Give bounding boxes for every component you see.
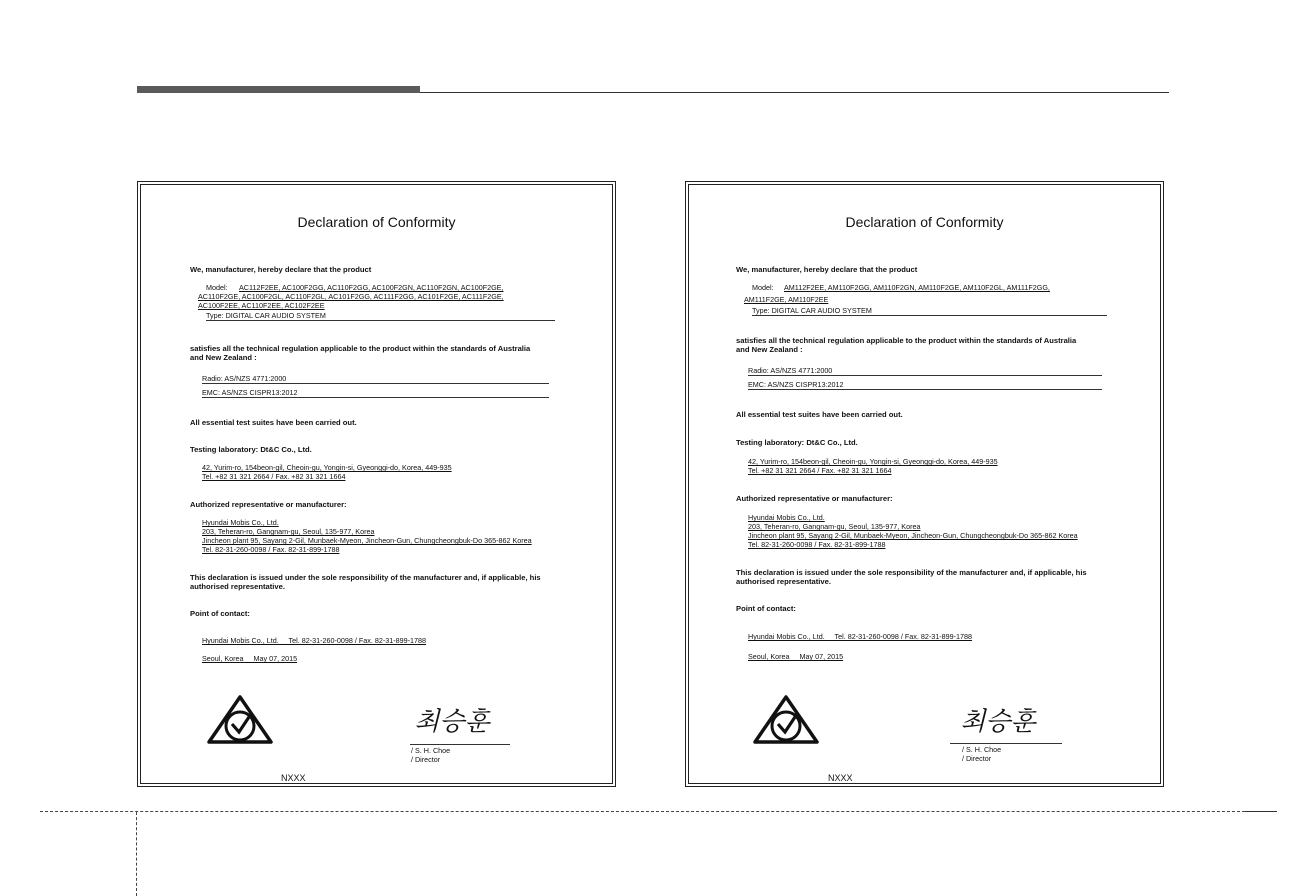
- essential-text: All essential test suites have been carried out.: [736, 410, 903, 419]
- intro-text: We, manufacturer, hereby declare that the product: [190, 265, 372, 274]
- authorized-heading: Authorized representative or manufacturer:: [736, 494, 893, 503]
- testing-lab-heading: Testing laboratory: Dt&C Co., Ltd.: [736, 438, 858, 447]
- model-label: Model:: [206, 283, 228, 292]
- model-line-3: AC100F2EE, AC110F2EE, AC102F2EE: [198, 301, 325, 310]
- svg-text:최승훈: 최승훈: [960, 707, 1036, 737]
- signer-name: / S. H. Choe: [411, 746, 451, 755]
- auth-company: Hyundai Mobis Co., Ltd.: [202, 518, 279, 527]
- lab-address: 42, Yurim-ro, 154beon-gil, Cheoin-gu, Yongin-si, Gyeonggi-do, Korea, 449-935: [748, 457, 998, 466]
- radio-standard: Radio: AS/NZS 4771:2000: [202, 374, 549, 384]
- signature-line: [410, 744, 510, 745]
- contact-line: Hyundai Mobis Co., Ltd. Tel. 82-31-260-0098 / Fax. 82-31-899-1788: [748, 632, 973, 641]
- footer-rule-end: [1245, 811, 1277, 812]
- signature-line: [950, 743, 1062, 744]
- declaration-text-2: authorised representative.: [190, 582, 285, 591]
- auth-company: Hyundai Mobis Co., Ltd.: [748, 513, 825, 522]
- lab-address: 42, Yurim-ro, 154beon-gil, Cheoin-gu, Yongin-si, Gyeonggi-do, Korea, 449-935: [202, 463, 452, 472]
- signature: [948, 702, 1048, 742]
- satisfies-text-2: and New Zealand :: [190, 353, 257, 362]
- satisfies-text: satisfies all the technical regulation applicable to the product within the standards of Australia: [190, 344, 531, 353]
- signer-role: / Director: [962, 754, 992, 763]
- emc-standard: EMC: AS/NZS CISPR13:2012: [202, 388, 549, 398]
- testing-lab-heading: Testing laboratory: Dt&C Co., Ltd.: [190, 445, 312, 454]
- document-title: Declaration of Conformity: [297, 214, 456, 230]
- product-type: Type: DIGITAL CAR AUDIO SYSTEM: [752, 306, 1107, 316]
- svg-text:최승훈: 최승훈: [414, 707, 490, 737]
- auth-plant: Jincheon plant 95, Sayang 2-Gil, Munbaek-Myeon, Jincheon-Gun, Chungcheongbuk-Do 365-862 Korea: [202, 536, 532, 545]
- header-bar: [137, 86, 420, 93]
- auth-plant: Jincheon plant 95, Sayang 2-Gil, Munbaek-Myeon, Jincheon-Gun, Chungcheongbuk-Do 365-862 Korea: [748, 531, 1078, 540]
- model-label: Model:: [752, 283, 774, 292]
- signature: [402, 702, 502, 742]
- footer-dashed-rule: [40, 811, 1260, 812]
- contact-heading: Point of contact:: [190, 609, 250, 618]
- declaration-text: This declaration is issued under the sole responsibility of the manufacturer and, if applicable, his: [736, 568, 1087, 577]
- document-code: NXXX: [828, 773, 853, 783]
- place-date: Seoul, Korea May 07, 2015: [748, 652, 844, 661]
- declaration-document-2: [685, 181, 1164, 787]
- auth-phone: Tel. 82-31-260-0098 / Fax. 82-31-899-1788: [202, 545, 340, 554]
- essential-text: All essential test suites have been carried out.: [190, 418, 357, 427]
- model-line-2: AM111F2GE, AM110F2EE: [744, 295, 829, 304]
- auth-phone: Tel. 82-31-260-0098 / Fax. 82-31-899-1788: [748, 540, 886, 549]
- intro-text: We, manufacturer, hereby declare that the product: [736, 265, 918, 274]
- document-title: Declaration of Conformity: [845, 214, 1004, 230]
- lab-phone: Tel. +82 31 321 2664 / Fax. +82 31 321 1664: [748, 466, 892, 475]
- rcm-mark-icon: [206, 694, 274, 746]
- declaration-text: This declaration is issued under the sole responsibility of the manufacturer and, if applicable, his: [190, 573, 541, 582]
- auth-address: 203, Teheran-ro, Gangnam-gu, Seoul, 135-977, Korea: [202, 527, 375, 536]
- header-rule: [420, 92, 1169, 93]
- model-line-1: AC112F2EE, AC100F2GG, AC110F2GG, AC100F2GN, AC110F2GN, AC100F2GE,: [239, 283, 504, 292]
- product-type: Type: DIGITAL CAR AUDIO SYSTEM: [206, 311, 555, 321]
- radio-standard: Radio: AS/NZS 4771:2000: [748, 366, 1102, 376]
- lab-phone: Tel. +82 31 321 2664 / Fax. +82 31 321 1664: [202, 472, 346, 481]
- footer-vertical-dashed-rule: [136, 812, 137, 896]
- auth-address: 203, Teheran-ro, Gangnam-gu, Seoul, 135-977, Korea: [748, 522, 921, 531]
- emc-standard: EMC: AS/NZS CISPR13:2012: [748, 380, 1102, 390]
- signer-role: / Director: [411, 755, 441, 764]
- rcm-mark-icon: [752, 694, 820, 746]
- signer-name: / S. H. Choe: [962, 745, 1002, 754]
- contact-heading: Point of contact:: [736, 604, 796, 613]
- place-date: Seoul, Korea May 07, 2015: [202, 654, 298, 663]
- declaration-document-1: [137, 181, 616, 787]
- model-line-2: AC110F2GE, AC100F2GL, AC110F2GL, AC101F2GG, AC111F2GG, AC101F2GE, AC111F2GE,: [198, 292, 504, 301]
- model-line-1: AM112F2EE, AM110F2GG, AM110F2GN, AM110F2GE, AM110F2GL, AM111F2GG,: [784, 283, 1050, 292]
- satisfies-text: satisfies all the technical regulation applicable to the product within the standards of Australia: [736, 336, 1077, 345]
- satisfies-text-2: and New Zealand :: [736, 345, 803, 354]
- document-code: NXXX: [281, 773, 306, 783]
- authorized-heading: Authorized representative or manufacturer:: [190, 500, 347, 509]
- contact-line: Hyundai Mobis Co., Ltd. Tel. 82-31-260-0098 / Fax. 82-31-899-1788: [202, 636, 427, 645]
- declaration-text-2: authorised representative.: [736, 577, 831, 586]
